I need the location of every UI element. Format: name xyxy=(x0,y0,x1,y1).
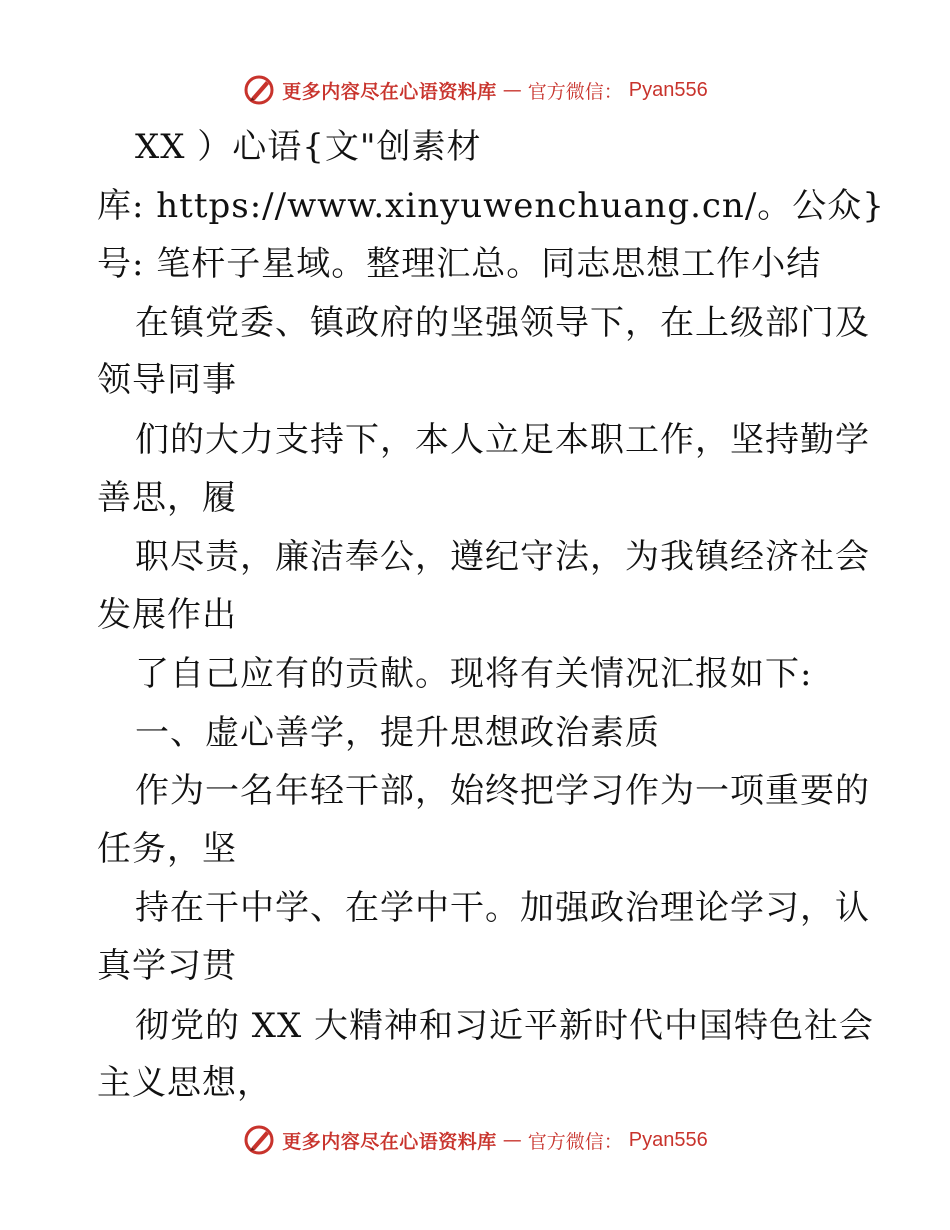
section-heading: 一、虚心善学，提升思想政治素质 xyxy=(135,713,660,753)
text-line: 领导同事 xyxy=(97,360,237,400)
text-line: 在镇党委、镇政府的坚强领导下，在上级部门及 xyxy=(135,303,870,343)
watermark-wechat-id: Pyan556 xyxy=(628,78,708,101)
watermark-content xyxy=(242,1123,708,1157)
watermark-brand: 更多内容尽在心语资料库 xyxy=(282,80,497,103)
text-line: 主义思想， xyxy=(97,1063,272,1103)
text-line: 真学习贯 xyxy=(97,946,237,986)
text-line: 任务，坚 xyxy=(97,829,237,869)
text-line: 库: https://www.xinyuwenchuang.cn/。公众} xyxy=(97,186,885,226)
text-line: 持在干中学、在学中干。加强政治理论学习，认 xyxy=(135,888,870,928)
text-line: 了自己应有的贡献。现将有关情况汇报如下: xyxy=(135,654,813,694)
text-line: 彻党的 XX 大精神和习近平新时代中国特色社会 xyxy=(135,1006,875,1046)
watermark-content xyxy=(242,73,708,107)
watermark-wechat-id: Pyan556 xyxy=(628,1128,708,1151)
pen-logo-icon xyxy=(242,73,276,107)
text-line: 号: 笔杆子星域。整理汇总。同志思想工作小结 xyxy=(97,244,822,284)
text-line: 们的大力支持下，本人立足本职工作，坚持勤学 xyxy=(135,420,870,460)
header-watermark xyxy=(0,70,950,110)
text-line: 作为一名年轻干部，始终把学习作为一项重要的 xyxy=(135,771,870,811)
text-line: 善思，履 xyxy=(97,478,237,518)
pen-logo-icon xyxy=(242,1123,276,1157)
watermark-brand: 更多内容尽在心语资料库 xyxy=(282,1130,497,1153)
watermark-wechat-label: 官方微信： xyxy=(527,80,623,103)
text-line: 职尽责，廉洁奉公，遵纪守法，为我镇经济社会 xyxy=(135,537,870,577)
text-line: XX ）心语{文"创素材 xyxy=(135,127,482,167)
footer-watermark xyxy=(0,1120,950,1160)
watermark-wechat-label: 官方微信： xyxy=(527,1130,623,1153)
watermark-dash: — xyxy=(502,1129,522,1151)
watermark-dash: — xyxy=(502,79,522,101)
text-line: 发展作出 xyxy=(97,595,237,635)
